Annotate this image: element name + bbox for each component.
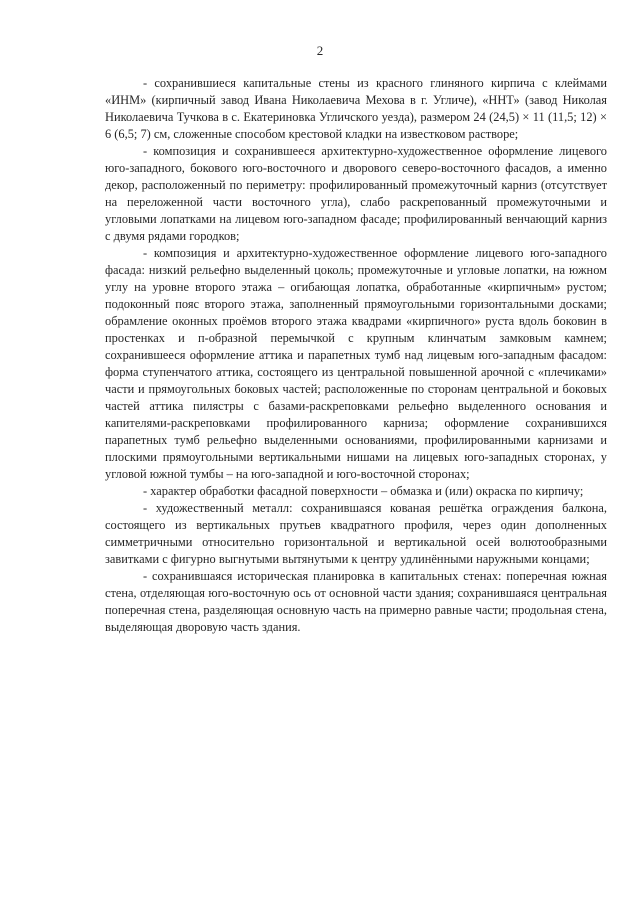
page-number: 2 xyxy=(316,43,324,58)
paragraph-surface-treatment: - характер обработки фасадной поверхности – обмазка и (или) окраска по кирпичу; xyxy=(143,484,584,498)
paragraph-artistic-metal: - художественный металл: сохранившаяся кованая решётка ограждения балкона, состоящего из вертикальных прутьев квадратного профиля, через один дополненных симметричными относительно горизонтальной и вертикальной осей волютообразными завитками с фигурно выгнутыми вытянутыми к центру удлинёнными наружными концами; xyxy=(105,501,607,566)
paragraph-walls: - сохранившиеся капитальные стены из красного глиняного кирпича с клеймами «ИНМ» (кирпичный завод Ивана Николаевича Мехова в г. Угличе), «ННТ» (завод Николая Николаевича Тучкова в с. Екатериновка Угличского уезда), размером 24 (24,5) × 11 (11,5; 12) × 6 (6,5; 7) см, сложенные способом крестовой кладки на известковом растворе; xyxy=(105,76,607,141)
paragraph-southwest-facade: - композиция и архитектурно-художественное оформление лицевого юго-западного фасада: низкий рельефно выделенный цоколь; промежуточные и угловые лопатки, на южном углу на уровне второго этажа – огибающая лопатка, обработанные «кирпичным» рустом; подоконный пояс второго этажа, заполненный прямоугольными горизонтальными досками; обрамление оконных проёмов второго этажа квадрами «кирпичного» руста вдоль боковин в простенках и п-образной перемычкой с крупным клинчатым замковым камнем; сохранившееся оформление аттика и парапетных тумб над лицевым юго-западным фасадом: форма ступенчатого аттика, состоящего из центральной повышенной арочной с «плечиками» части и прямоугольных боковых частей; расположенные по сторонам центральной и боковых частей аттика пилястры с базами-раскреповками рельефно выделенного основания и капителями-раскреповками профилированного карниза; оформление сохранившихся парапетных тумб рельефно выделенными основаниями, профилированными карнизами и плоскими прямоугольными вертикальными нишами на лицевых юго-западных сторонах, у угловой южной тумбы – на юго-западной и юго-восточной сторонах; xyxy=(105,246,607,481)
document-body xyxy=(105,75,607,636)
paragraph-facades-composition: - композиция и сохранившееся архитектурно-художественное оформление лицевого юго-западного, бокового юго-восточного и дворового северо-восточного фасадов, а именно декор, расположенный по периметру: профилированный промежуточный карниз (отсутствует на переложенной части восточного угла), слабо раскрепованный промежуточными и угловыми лопатками на лицевом юго-западном фасаде; профилированный венчающий карниз с двумя рядами городков; xyxy=(105,144,607,243)
paragraph-historic-layout: - сохранившаяся историческая планировка в капитальных стенах: поперечная южная стена, отделяющая юго-восточную ось от основной части здания; сохранившаяся центральная поперечная стена, разделяющая основную часть на примерно равные части; продольная стена, выделяющая дворовую часть здания. xyxy=(105,569,607,634)
